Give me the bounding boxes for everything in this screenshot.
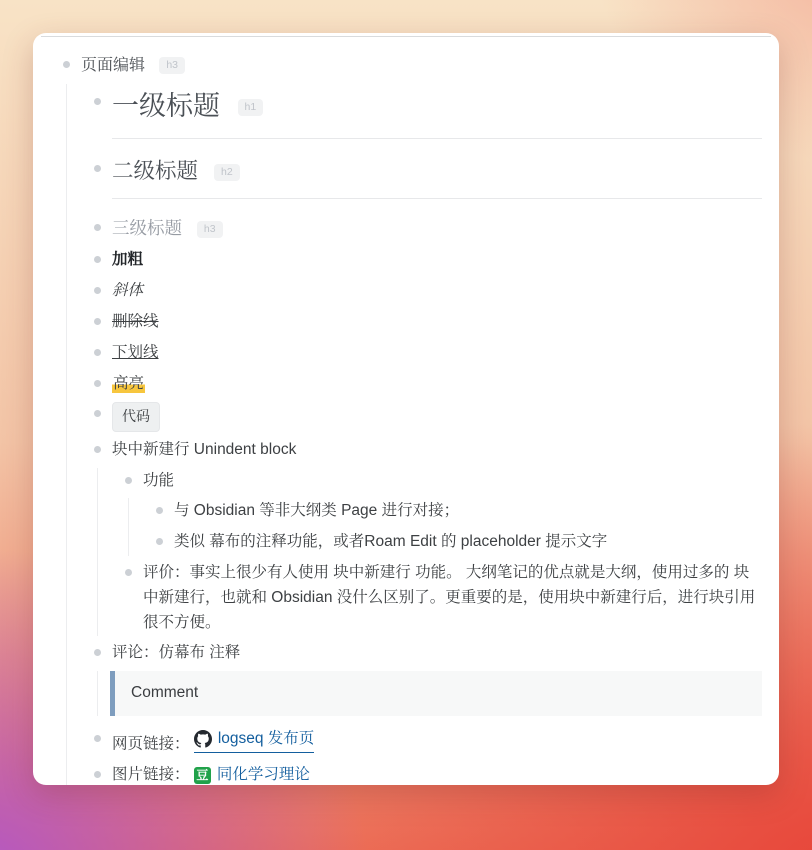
block-row (94, 309, 762, 336)
bullet-dot[interactable] (94, 98, 101, 105)
heading-divider (112, 138, 762, 139)
bullet-dot[interactable] (94, 287, 101, 294)
outline-children-level1 (66, 84, 762, 785)
heading-badge-h3: h3 (159, 57, 185, 74)
block-text-unindent[interactable]: 块中新建行 Unindent block (112, 440, 297, 458)
block-text-feature[interactable]: 功能 (143, 471, 175, 489)
bullet-dot[interactable] (94, 349, 101, 356)
web-link-prefix[interactable]: 网页链接： (112, 734, 190, 752)
block-text-feature-mubu[interactable]: 类似 幕布的注释功能，或者Roam Edit 的 placeholder 提示文字 (174, 533, 608, 551)
outline-children-level2 (97, 671, 762, 715)
heading-badge-h1: h1 (238, 99, 264, 116)
block-text-strikethrough[interactable]: 删除线 (112, 312, 159, 330)
bullet-dot[interactable] (94, 446, 101, 453)
outline-children-level2 (97, 468, 762, 637)
block-row (94, 401, 762, 432)
heading-badge-h2: h2 (214, 164, 240, 181)
bullet-dot[interactable] (125, 569, 132, 576)
block-row (94, 153, 762, 189)
page-card (33, 33, 779, 785)
block-text-heading2[interactable]: 二级标题 (112, 158, 199, 183)
block-feature (125, 468, 762, 556)
block-text-comment[interactable]: 评论：仿幕布 注释 (112, 644, 241, 662)
image-link-prefix[interactable]: 图片链接： (112, 765, 190, 783)
block-row (94, 278, 762, 305)
heading-divider (112, 198, 762, 199)
bullet-dot[interactable] (94, 771, 101, 778)
block-row (63, 52, 762, 80)
bullet-dot[interactable] (94, 410, 101, 417)
outline-children-level3 (128, 498, 762, 556)
bullet-dot[interactable] (94, 224, 101, 231)
block-text-page-edit[interactable]: 页面编辑 (81, 57, 146, 74)
blockquote-text: Comment (131, 684, 199, 702)
block-row (94, 213, 762, 243)
bullet-dot[interactable] (94, 165, 101, 172)
block-unindent (94, 437, 762, 637)
block-text-evaluation[interactable]: 评价：事实上很少有人使用 块中新建行 功能。 大纲笔记的优点就是大纲，使用过多的 块中新建行，也就和 Obsidian 没什么区别了。更重要的是，使用块中新建行后，进行块引用很不方便。 (143, 563, 756, 631)
assimilation-theory-link[interactable] (194, 763, 310, 785)
block-row (125, 560, 762, 636)
bullet-dot[interactable] (63, 61, 70, 68)
block-row (94, 640, 762, 667)
bullet-dot[interactable] (125, 477, 132, 484)
block-row (94, 247, 762, 274)
block-text-heading1[interactable]: 一级标题 (112, 90, 220, 121)
block-text-heading3[interactable]: 三级标题 (112, 218, 182, 239)
block-heading2 (94, 153, 762, 199)
block-text-highlight[interactable]: 高亮 (113, 374, 145, 392)
block-heading1 (94, 84, 762, 139)
block-text-bold[interactable]: 加粗 (112, 251, 144, 269)
bullet-dot[interactable] (94, 649, 101, 656)
bullet-dot[interactable] (156, 507, 163, 514)
block-row (156, 498, 762, 525)
github-icon (194, 730, 212, 748)
block-row (94, 340, 762, 367)
comment-blockquote[interactable] (110, 671, 762, 715)
inline-code[interactable]: 代码 (112, 402, 160, 431)
block-text-feature-obsidian[interactable]: 与 Obsidian 等非大纲类 Page 进行对接； (174, 502, 460, 520)
douban-icon: 豆 (194, 767, 211, 784)
block-row (94, 84, 762, 129)
block-row (94, 762, 762, 785)
block-row (156, 529, 762, 556)
block-page-edit (63, 52, 762, 785)
bullet-dot[interactable] (94, 256, 101, 263)
block-comment (94, 640, 762, 715)
bullet-dot[interactable] (94, 735, 101, 742)
block-text-italic[interactable]: 斜体 (112, 282, 144, 300)
block-row (125, 468, 762, 495)
web-link-text: logseq 发布页 (217, 729, 315, 747)
block-row (94, 437, 762, 464)
logseq-release-link[interactable] (194, 727, 314, 754)
block-row (94, 726, 762, 758)
block-text-underline[interactable]: 下划线 (112, 343, 159, 361)
image-link-text: 同化学习理论 (216, 765, 310, 783)
card-top-divider (41, 36, 771, 37)
bullet-dot[interactable] (156, 538, 163, 545)
block-row (94, 371, 762, 398)
bullet-dot[interactable] (94, 380, 101, 387)
heading-badge-h3: h3 (197, 221, 223, 238)
bullet-dot[interactable] (94, 318, 101, 325)
